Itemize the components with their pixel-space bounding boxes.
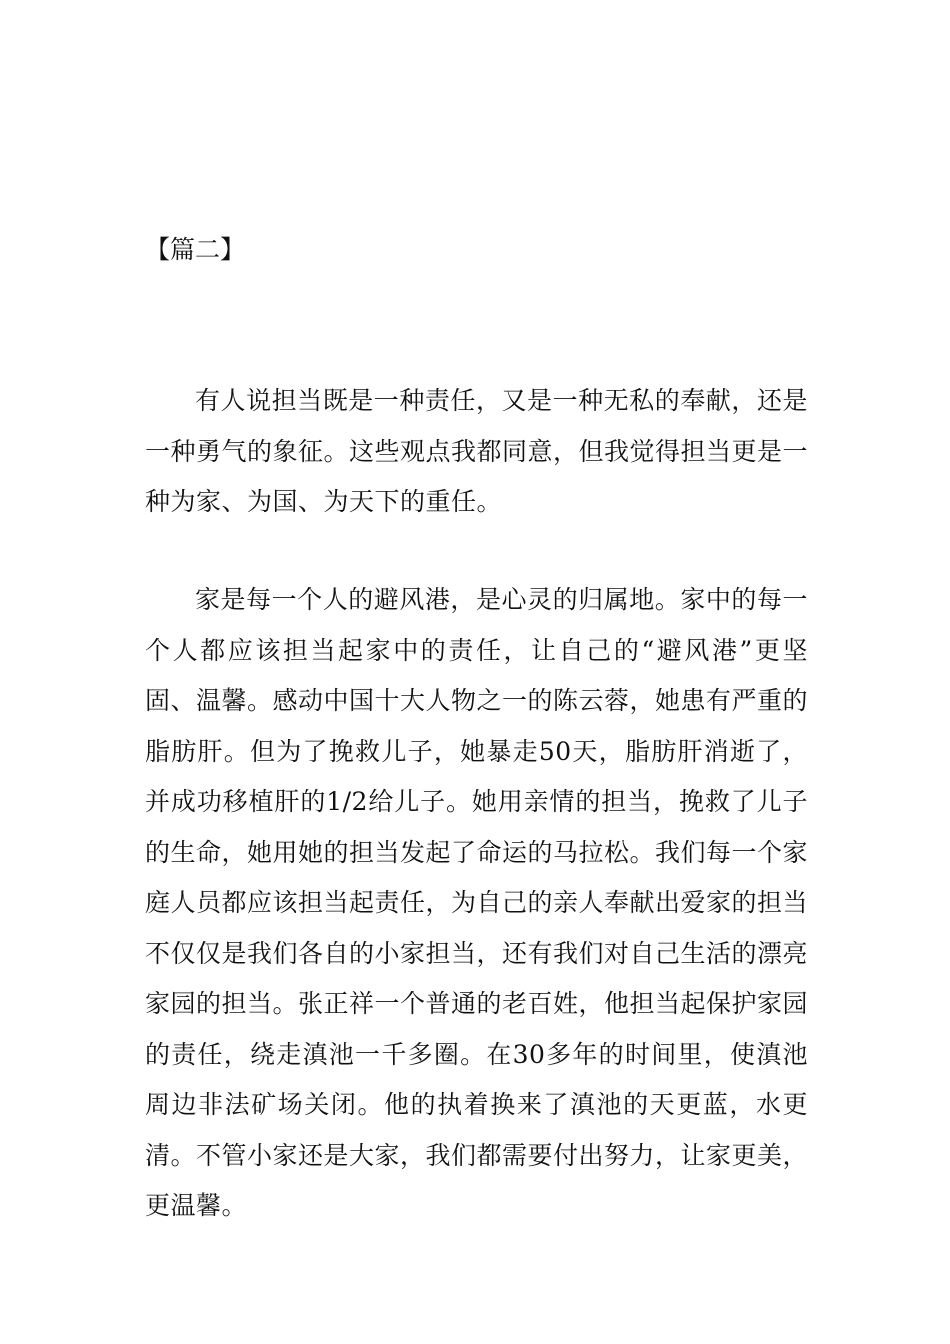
section-heading: 【篇二】 [145, 235, 246, 264]
paragraph-2: 家是每一个人的避风港，是心灵的归属地。家中的每一个人都应该担当起家中的责任，让自己的“避风港”更坚固、温馨。感动中国十大人物之一的陈云蓉，她患有严重的脂肪肝。但为了挽救儿子，她暴走50天，脂肪肝消逝了，并成功移植肝的1/2给儿子。她用亲情的担当，挽救了儿子的生命，她用她的担当发起了命运的马拉松。我们每一个家庭人员都应该担当起责任，为自己的亲人奉献出爱家的担当不仅仅是我们各自的小家担当，还有我们对自己生活的漂亮家园的担当。张正祥一个普通的老百姓，他担当起保护家园的责任，绕走滇池一千多圈。在30多年的时间里，使滇池周边非法矿场关闭。他的执着换来了滇池的天更蓝，水更清。不管小家还是大家，我们都需要付出努力，让家更美，更温馨。 [145, 585, 809, 1220]
paragraph-1: 有人说担当既是一种责任，又是一种无私的奉献，还是一种勇气的象征。这些观点我都同意，但我觉得担当更是一种为家、为国、为天下的重任。 [145, 386, 809, 516]
